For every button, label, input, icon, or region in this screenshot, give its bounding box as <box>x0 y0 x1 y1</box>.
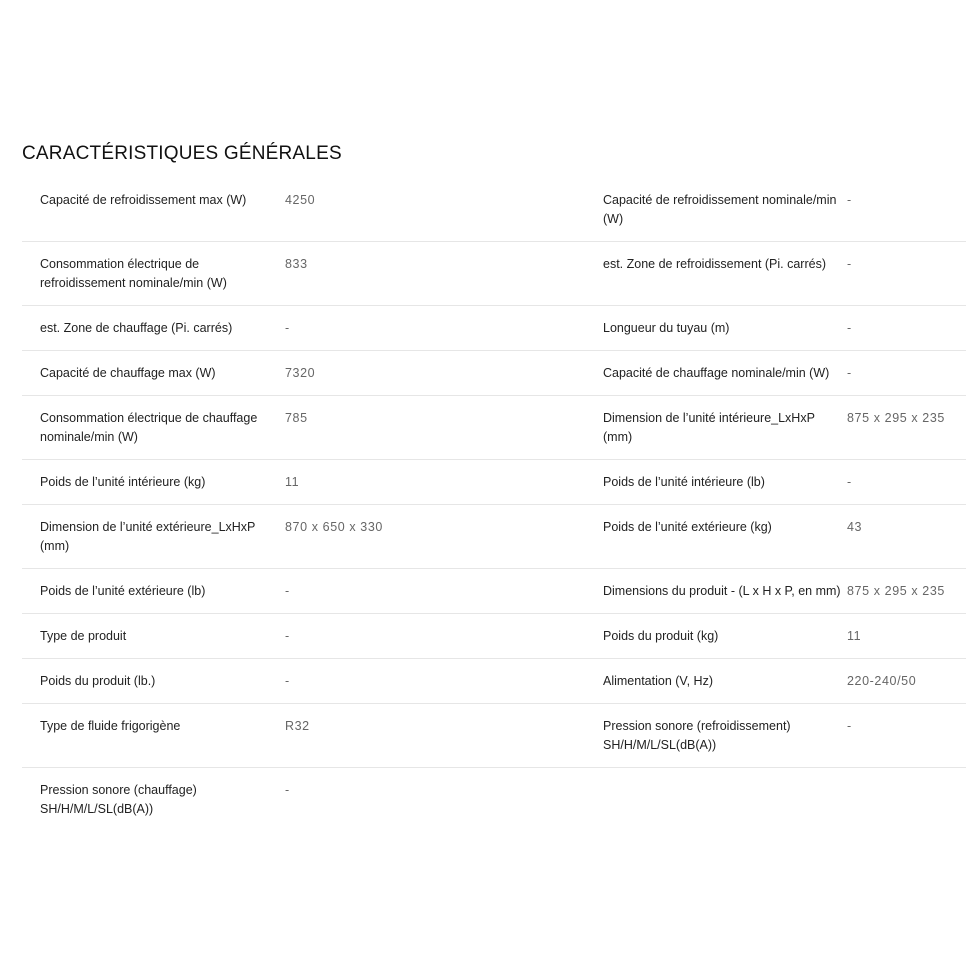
spec-label: Dimension de l’unité extérieure_LxHxP (mm) <box>40 520 256 553</box>
spec-cell <box>494 242 966 305</box>
spec-label: Poids de l’unité intérieure (lb) <box>603 475 765 489</box>
spec-row <box>22 351 966 396</box>
spec-cell <box>22 396 494 459</box>
spec-label: Capacité de chauffage nominale/min (W) <box>603 366 830 380</box>
spec-value: - <box>847 193 852 207</box>
spec-value: - <box>847 366 852 380</box>
spec-value: 875 x 295 x 235 <box>847 584 945 598</box>
spec-row <box>22 396 966 460</box>
spec-value: - <box>285 584 290 598</box>
spec-cell <box>494 396 966 459</box>
spec-value: - <box>847 321 852 335</box>
spec-row <box>22 659 966 704</box>
spec-row <box>22 768 966 831</box>
spec-table <box>22 178 966 831</box>
spec-label: Poids de l’unité extérieure (lb) <box>40 584 206 598</box>
spec-row <box>22 614 966 659</box>
spec-row <box>22 178 966 242</box>
spec-value: - <box>285 783 290 797</box>
spec-label <box>603 781 847 819</box>
spec-label: Pression sonore (chauffage) SH/H/M/L/SL(dB(A)) <box>40 783 197 816</box>
spec-value: - <box>847 719 852 733</box>
spec-label: Capacité de refroidissement max (W) <box>40 193 247 207</box>
spec-cell <box>494 505 966 568</box>
spec-value: 11 <box>285 475 300 489</box>
section-title: CARACTÉRISTIQUES GÉNÉRALES <box>22 143 342 164</box>
spec-value: - <box>847 257 852 271</box>
spec-label: Capacité de refroidissement nominale/min (W) <box>603 193 837 226</box>
spec-row <box>22 460 966 505</box>
spec-cell <box>494 178 966 241</box>
spec-value: - <box>285 321 290 335</box>
spec-row <box>22 569 966 614</box>
spec-cell <box>22 178 494 241</box>
spec-label: Capacité de chauffage max (W) <box>40 366 216 380</box>
spec-label: Poids de l’unité intérieure (kg) <box>40 475 206 489</box>
spec-cell <box>22 614 494 658</box>
spec-value: 870 x 650 x 330 <box>285 520 383 534</box>
spec-value: 11 <box>847 629 862 643</box>
spec-value: R32 <box>285 719 310 733</box>
spec-row <box>22 242 966 306</box>
spec-cell-empty <box>494 768 966 831</box>
spec-value: - <box>847 475 852 489</box>
spec-value: 785 <box>285 411 308 425</box>
spec-cell <box>22 704 494 767</box>
spec-cell <box>22 659 494 703</box>
spec-cell <box>22 768 494 831</box>
spec-label: Alimentation (V, Hz) <box>603 674 713 688</box>
spec-label: Dimension de l’unité intérieure_LxHxP (mm) <box>603 411 815 444</box>
spec-cell <box>22 351 494 395</box>
spec-label: Type de produit <box>40 629 127 643</box>
spec-value: 220-240/50 <box>847 674 917 688</box>
spec-label: Poids du produit (lb.) <box>40 674 156 688</box>
spec-cell <box>494 306 966 350</box>
spec-label: Consommation électrique de chauffage nominale/min (W) <box>40 411 258 444</box>
spec-label: Longueur du tuyau (m) <box>603 321 730 335</box>
spec-label: Poids de l’unité extérieure (kg) <box>603 520 772 534</box>
spec-cell <box>22 306 494 350</box>
spec-value: 833 <box>285 257 308 271</box>
spec-cell <box>494 614 966 658</box>
spec-row <box>22 505 966 569</box>
spec-label: est. Zone de chauffage (Pi. carrés) <box>40 321 233 335</box>
spec-value: - <box>285 674 290 688</box>
spec-label: Consommation électrique de refroidissement nominale/min (W) <box>40 257 227 290</box>
spec-value: 4250 <box>285 193 316 207</box>
spec-cell <box>494 704 966 767</box>
spec-label: Dimensions du produit - (L x H x P, en mm) <box>603 584 841 598</box>
spec-value: - <box>285 629 290 643</box>
spec-cell <box>22 569 494 613</box>
spec-cell <box>22 242 494 305</box>
spec-label: Type de fluide frigorigène <box>40 719 181 733</box>
spec-value: 7320 <box>285 366 316 380</box>
spec-row <box>22 704 966 768</box>
spec-label: est. Zone de refroidissement (Pi. carrés) <box>603 257 826 271</box>
spec-cell <box>494 351 966 395</box>
spec-value: 875 x 295 x 235 <box>847 411 945 425</box>
spec-cell <box>22 505 494 568</box>
spec-value <box>847 781 966 819</box>
spec-value: 43 <box>847 520 863 534</box>
spec-label: Pression sonore (refroidissement) SH/H/M/L/SL(dB(A)) <box>603 719 791 752</box>
spec-row <box>22 306 966 351</box>
spec-label: Poids du produit (kg) <box>603 629 719 643</box>
spec-cell <box>494 569 966 613</box>
spec-cell <box>494 659 966 703</box>
spec-cell <box>494 460 966 504</box>
spec-cell <box>22 460 494 504</box>
